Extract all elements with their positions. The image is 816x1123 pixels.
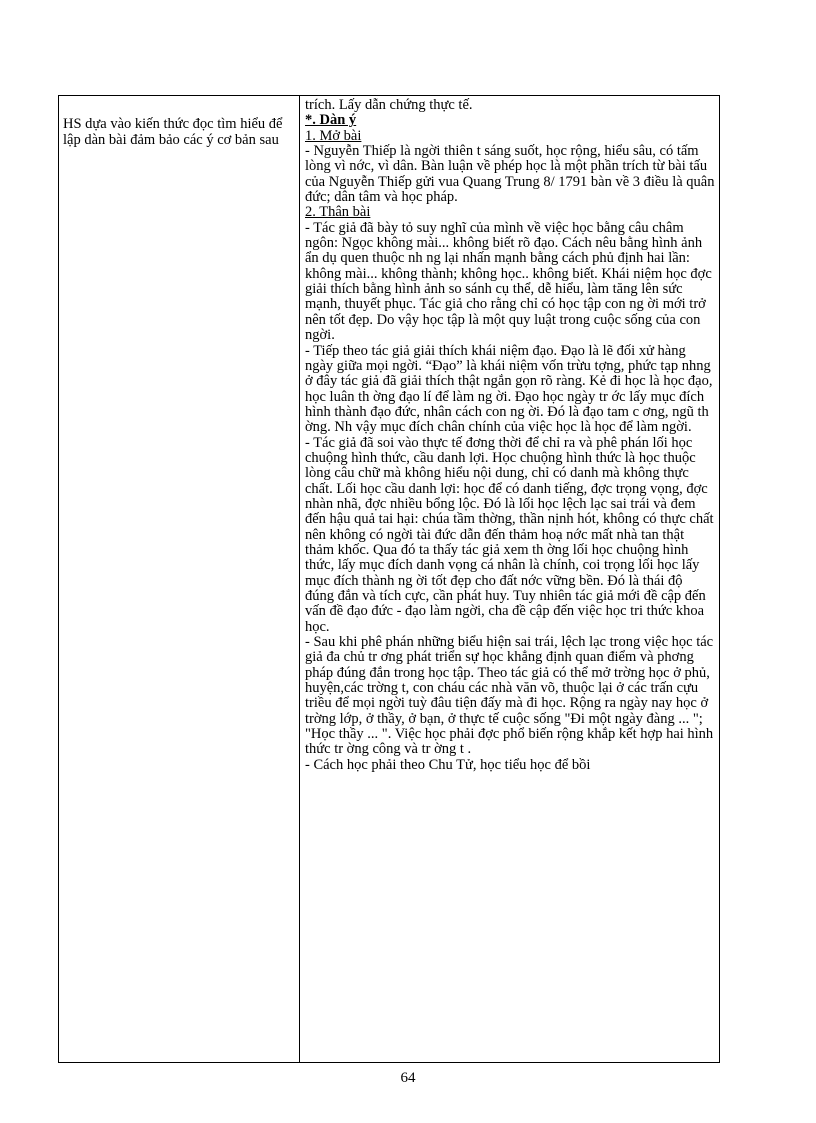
paragraph-than-bai-4: - Sau khi phê phán những biểu hiện sai trái, lệch lạc trong việc học tác giả đa chủ tr ơng phát triển sự học khẳng định quan điểm và phơng pháp đúng đắn trong học tập. Theo tác giả có thể mở trờng học ở phủ, huyện,các trờng t, con cháu các nhà văn võ, thuộc lại ở các trấn cựu triều để mọi ngời tuỳ đâu tiện đấy mà đi học. Rộng ra ngày nay học ở trờng lớp, ở thầy, ở bạn, ở thực tế cuộc sống "Đi một ngày đàng ... "; "Học thầy ... ". Việc học phải đợc phổ biến rộng khắp kết hợp hai hình thức tr ờng công và tr ờng t . — [305, 634, 714, 758]
left-column-text: HS dựa vào kiến thức đọc tìm hiểu để lập dàn bài đảm bảo các ý cơ bản sau — [63, 116, 283, 148]
heading-than-bai: 2. Thân bài — [305, 204, 371, 221]
page-number: 64 — [400, 1070, 416, 1086]
line-intro: trích. Lấy dẫn chứng thực tế. — [305, 97, 473, 113]
content-table — [58, 95, 720, 1063]
heading-dan-y: *. Dàn ý — [305, 112, 357, 129]
column-divider — [299, 96, 300, 1062]
right-column-cell — [305, 98, 715, 773]
heading-mo-bai: 1. Mở bài — [305, 127, 362, 144]
left-column-cell — [63, 116, 295, 148]
paragraph-than-bai-3: - Tác giả đã soi vào thực tế đơng thời để chỉ ra và phê phán lối học chuộng hình thức, cầu danh lợi. Học chuộng hình thức là học thuộc lòng câu chữ mà không hiểu nội dung, chỉ có danh mà không thực chất. Lối học cầu danh lợi: học để có danh tiếng, đợc trọng vọng, đợc nhàn nhã, đợc nhiều bổng lộc. Đó là lối học lệch lạc sai trái và đem đến hậu quả tai hại: chúa tầm thờng, thần nịnh hót, không có thực chất nên không có ngời tài đức dẫn đến thảm hoạ nớc mất nhà tan thật thảm khốc. Qua đó ta thấy tác giả xem th ờng lối học chuộng hình thức, lấy mục đích danh vọng cá nhân là chính, coi trọng lối học lấy mục đích thành ng ời tốt đẹp cho đất nớc vững bền. Đó là thái độ đúng đắn và tích cực, cần phát huy. Tuy nhiên tác giả mới đề cập đến vấn đề đạo đức - đạo làm ngời, cha đề cập đến việc học tri thức khoa học. — [305, 434, 714, 635]
paragraph-than-bai-5: - Cách học phải theo Chu Tử, học tiểu học để bồi — [305, 756, 591, 773]
paragraph-than-bai-1: - Tác giả đã bày tỏ suy nghĩ của mình về việc học bằng câu châm ngôn: Ngọc không mài... không biết rõ đạo. Cách nêu bằng hình ảnh ẩn dụ quen thuộc nh ng lại nhấn mạnh bằng cách phủ định hai lần: không mài... không thành; không học.. không biết. Khái niệm học đợc giải thích bằng hình ảnh so sánh cụ thể, dễ hiểu, làm tăng lên sức mạnh, thuyết phục. Tác giả cho rằng chỉ có học tập con ng ời mới trở nên tốt đẹp. Do vậy học tập là một quy luật trong cuộc sống của con ngời. — [305, 219, 712, 344]
paragraph-than-bai-2: - Tiếp theo tác giả giải thích khái niệm đạo. Đạo là lẽ đối xử hàng ngày giữa mọi ngời. “Đạo” là khái niệm vốn trừu tợng, phức tạp nhng ở đây tác giả đã giải thích thật ngắn gọn rõ ràng. Kẻ đi học là học đạo, học luân th ờng đạo lí để làm ng ời. Đạo học ngày tr ớc lấy mục đích hình thành đạo đức, nhân cách con ng ời. Đó là đạo tam c ơng, ngũ th ờng. Nh vậy mục đích chân chính của việc học là học để làm ngời. — [305, 342, 713, 436]
paragraph-mo-bai: - Nguyễn Thiếp là ngời thiên t sáng suốt, học rộng, hiểu sâu, có tấm lòng vì nớc, vì dân. Bàn luận về phép học là một phần trích từ bài tấu của Nguyễn Thiếp gửi vua Quang Trung 8/ 1791 bàn về 3 điều là quân đức; dân tâm và học pháp. — [305, 143, 715, 206]
